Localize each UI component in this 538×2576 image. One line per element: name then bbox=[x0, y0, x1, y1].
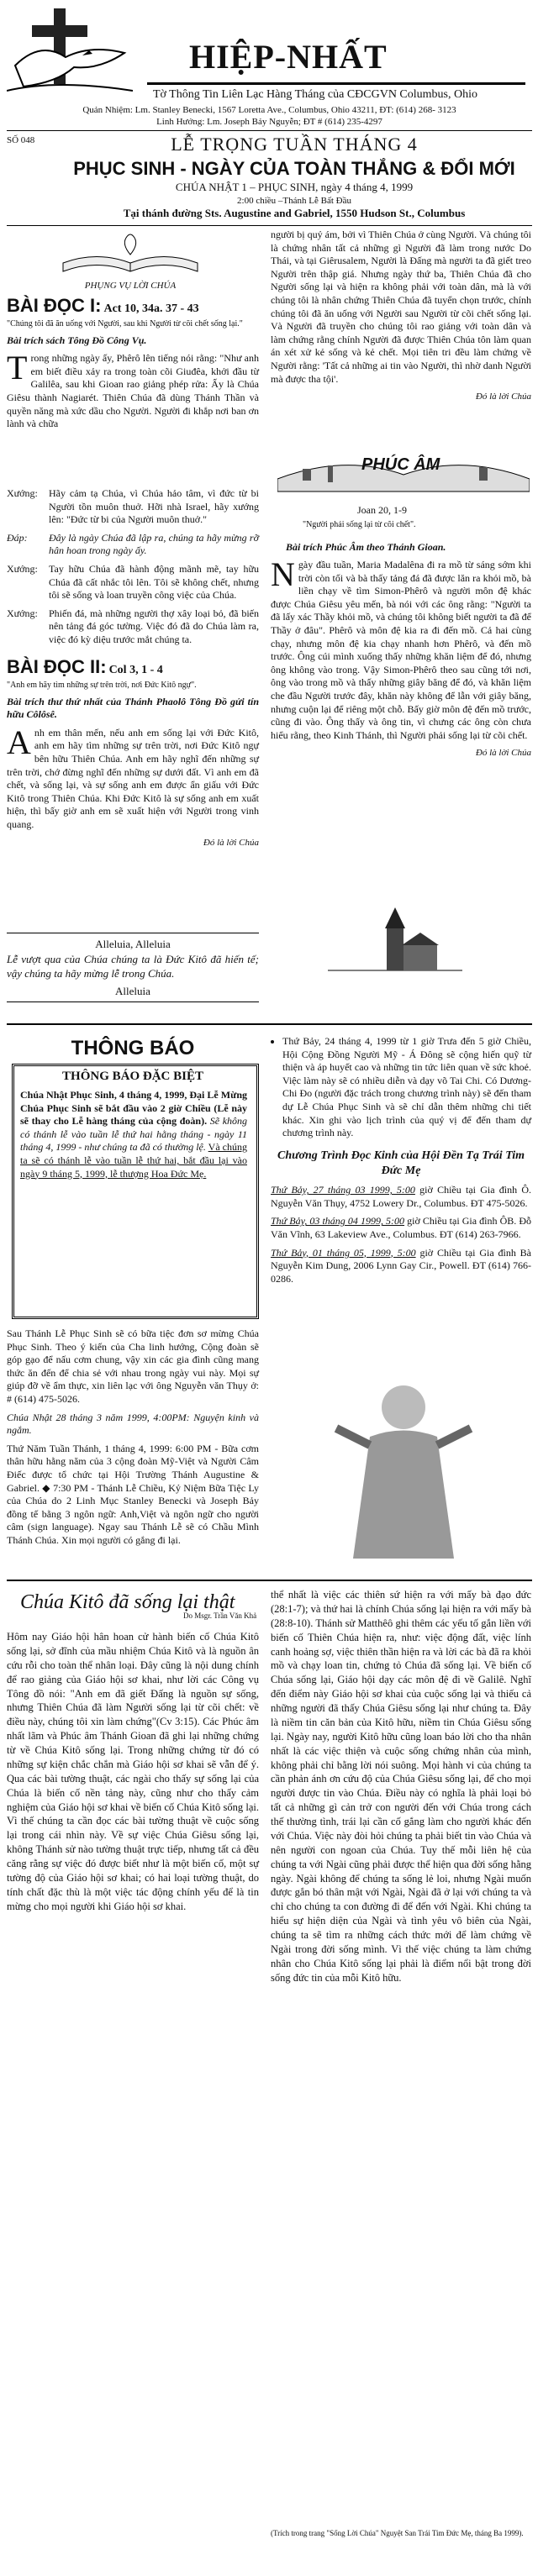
psalm-label: Đáp: bbox=[7, 531, 28, 544]
reading1-continued bbox=[271, 229, 531, 402]
rosary-item bbox=[271, 1184, 531, 1210]
masthead bbox=[0, 0, 538, 151]
notice-p3: Thứ Năm Tuần Thánh, 1 tháng 4, 1999: 6:00 PM - Bữa cơm thân hữu hằng năm của 3 cộng đoàn Mỹ-Việt và Người Câm Điếc được tổ chức tại Hội Trường Thánh Augustine & Gabriel. ◆ 7:30 PM - Thánh Lễ Chiều, Kỷ Niệm Bữa Tiệc Ly của Chúa do 2 Linh Mục Stanley Benecki và Joseph Bảy đồng tế bằng 3 ngôn ngữ: Anh,Việt và ngôn ngữ cho người câm (sign language). Ngay sau Thánh Lễ sẽ có Chầu Mình Thánh Chúa. Xin mọi người có gắng đi lại. bbox=[7, 1442, 259, 1546]
reading1-body: rong những ngày ấy, Phêrô lên tiếng nói rằng: "Như anh em biết điều xảy ra trong toàn cõi Giuđêa, khởi đầu từ Galilêa, sau khi Gioan rao giảng phép rửa: Ấy là Chúa Giêsu thành Nagiarét. Thiên Chúa đã dùng Thánh Thần và quyền năng mà xức dầu cho Người. Người đi khắp nơi ban ơn lành và chữa bbox=[7, 352, 259, 430]
psalm-text: Đây là ngày Chúa đã lập ra, chúng ta hãy mừng rỡ hân hoan trong ngày ấy. bbox=[49, 531, 259, 557]
reading1-cont-text: người bị quỷ ám, bởi vì Thiên Chúa ở cùng Người. Và chúng tôi là chứng nhân tất cả những gì Người đã làm trong nước Do Thái, và tại Giêrusalem, Người là Đấng mà người ta đã giết treo Người trên thập giá. Nhưng ngày thứ ba, Thiên Chúa đã cho Người sống lại và hiện ra không phải với toàn dân, mà là với chúng tôi là nhân chứng Thiên Chúa đã tuyển chọn trước, chính chúng tôi đã ăn uống với Người sau Người từ cõi chết sống lại. Và Người đã truyền cho chúng tôi rao giảng với toàn dân và làm chứng rằng chính Người đã được Thiên Chúa tôn làm quan án xét xử kẻ sống và kẻ chết. Mọi tiên tri đều làm chứng về Người rằng: 'Tất cả những ai tin vào Người, thì nhờ danh Người mà được tha tội'. bbox=[271, 229, 531, 385]
rosary-text: giờ Chiều tại Gia đình ÔB. Đỗ Văn Vĩnh, 63 Lakeview Ave., Columbus. ĐT (614) 263-7966. bbox=[271, 1215, 532, 1240]
reading1-title: BÀI ĐỌC I: bbox=[7, 295, 102, 316]
masthead-subtitle: Tờ Thông Tin Liên Lạc Hàng Tháng của CĐCGVN Columbus, Ohio bbox=[152, 88, 478, 101]
rosary-text: giờ Chiều tại Gia đình Ô. Nguyễn Văn Thụy, 4752 Lowery Dr., Columbus. ĐT 475-5026. bbox=[271, 1184, 531, 1209]
divider bbox=[7, 1001, 259, 1002]
psalm-label: Xướng: bbox=[7, 607, 38, 619]
open-book-icon bbox=[46, 229, 214, 280]
special-notice-italic: Sẽ không có thánh lễ vào tuần lễ thứ hai hằng tháng - ngày 11 tháng 4, 1999 - như chúng ta đã có thường lệ. bbox=[20, 1115, 248, 1154]
psalm-label: Xướng: bbox=[7, 562, 38, 575]
rosary-text: giờ Chiều tại Gia đình Bà Nguyễn Kim Dung, 2006 Lynn Gay Cir., Powell. ĐT (614) 766-0286. bbox=[271, 1246, 531, 1285]
notices-right bbox=[271, 1035, 531, 1291]
gospel-signature: Đó là lời Chúa bbox=[475, 748, 531, 759]
reading1-ref: Act 10, 34a. 37 - 43 bbox=[103, 302, 199, 315]
psalm-row bbox=[7, 563, 259, 602]
psalm-row bbox=[7, 532, 259, 558]
reading2-source: Bài trích thư thứ nhất của Thánh Phaolô Tông Đồ gửi tín hữu Côlôsê. bbox=[7, 695, 259, 721]
mass-line: 2:00 chiều –Thánh Lễ Bất Đầu bbox=[237, 196, 351, 207]
divider bbox=[7, 1023, 532, 1025]
notice-p2: Chúa Nhật 28 tháng 3 năm 1999, 4:00PM: Nguyện kinh và ngắm. bbox=[7, 1411, 259, 1437]
divider bbox=[7, 1580, 532, 1581]
notices-title: THÔNG BÁO bbox=[71, 1037, 195, 1059]
brand-title: HIỆP-NHẤT bbox=[189, 38, 388, 76]
special-notice bbox=[20, 1089, 247, 1180]
psalm bbox=[7, 487, 259, 652]
psalm-label: Xướng: bbox=[7, 487, 38, 499]
feast-title: LỄ TRỌNG TUẦN THÁNG 4 bbox=[171, 134, 418, 155]
risen-christ-image bbox=[328, 1378, 479, 1563]
psalm-text: Hãy cảm tạ Chúa, vì Chúa hảo tâm, vì đức từ bi Người tồn muôn thuở. Hỡi nhà Israel, hãy xướng lên: "Đức từ bi của Người muôn thuở." bbox=[49, 487, 259, 526]
church-image bbox=[328, 903, 462, 979]
alleluia-bottom: Alleluia bbox=[115, 985, 150, 997]
reading2-quote: "Anh em hãy tìm những sự trên trời, nơi Đức Kitô ngự". bbox=[7, 680, 197, 690]
special-notice-underline: Và chúng ta sẽ có thánh lễ vào tuần lễ thứ hai, bắt đầu lại vào ngày 9 tháng 5, 1999, lễ thượng Hoa Đức Mẹ. bbox=[20, 1141, 247, 1180]
article-footnote: (Trích trong trang "Sống Lời Chúa" Nguyệt San Trái Tim Đức Mẹ, tháng Ba 1999). bbox=[271, 2529, 524, 2537]
rosary-date: Thứ Bảy, 27 tháng 03 1999, 5:00 bbox=[271, 1184, 415, 1196]
place-line: Tại thánh đường Sts. Augustine and Gabriel, 1550 Hudson St., Columbus bbox=[123, 207, 466, 220]
divider bbox=[7, 130, 532, 131]
gospel-source: Bài trích Phúc Âm theo Thánh Gioan. bbox=[286, 541, 446, 553]
gospel-dropcap: N bbox=[271, 555, 295, 593]
gospel-ref: Joan 20, 1-9 bbox=[357, 504, 407, 516]
article-title: Chúa Kitô đã sống lại thật bbox=[20, 1591, 235, 1613]
gospel-banner: PHÚC ÂM bbox=[361, 455, 440, 474]
reading2-body: nh em thân mến, nếu anh em sống lại với Đức Kitô, anh em hãy tìm những sự trên trời, nơi Đức Kitô ngự bên hữu Thiên Chúa. Anh em hãy nghĩ đến những sự trên trời, chớ đừng nghĩ đến những sự dưới đất. Vì anh em đã chết, và sống lại, và sự sống anh em được ẩn giấu với Đức Kitô trong Thiên Chúa. Khi Đức Kitô là sự sống anh em xuất hiện, thì bấy giờ anh em sẽ xuất hiện với Người trong vinh quang. bbox=[7, 726, 259, 830]
feast-subtitle: PHỤC SINH - NGÀY CỦA TOÀN THẮNG & ĐỔI MỚI bbox=[73, 157, 515, 179]
liturgy-banner: PHỤNG VỤ LỜI CHÚA bbox=[84, 281, 177, 291]
article-author: Do Msgr. Trần Văn Khả bbox=[183, 1611, 257, 1620]
reading2-signature: Đó là lời Chúa bbox=[203, 837, 259, 848]
reading1-signature: Đó là lời Chúa bbox=[475, 392, 531, 402]
alleluia-verse: Lễ vượt qua của Chúa chúng ta là Đức Kitô đã hiến tế; vậy chúng ta hãy mừng lễ trong Chúa. bbox=[7, 953, 259, 980]
special-notice-body: Chúa Nhật Phục Sinh, 4 tháng 4, 1999, Đại Lễ Mừng Chúa Phục Sinh sẽ bắt đầu vào 2 giờ Chiều (Lễ này sẽ thay cho Lễ hàng tháng của cộng đoàn). bbox=[20, 1089, 247, 1128]
reading2-title: BÀI ĐỌC II: bbox=[7, 656, 107, 677]
reading2-dropcap: A bbox=[7, 723, 31, 761]
gospel bbox=[271, 555, 531, 760]
reading2-ref: Col 3, 1 - 4 bbox=[108, 664, 163, 676]
gospel-body: gày đầu tuần, Maria Madalêna đi ra mồ từ sáng sớm khi trời còn tối và bà thấy tảng đá đã được lăn ra khỏi mồ, bà liền chạy về tìm Simon-Phêrô và người môn đệ khác được Chúa Giêsu yêu mến, bà nói với các ông rằng: "Người ta đã lấy xác Thầy khỏi mồ, và chúng tôi không biết người ta đã để Thầy ở đâu". Phêrô và môn đệ kia ra đi đến mồ. Cả hai cùng chạy, nhưng môn đệ kia chạy nhanh hơn Phêrô, và đến mồ trước. Ông cúi mình xuống thấy những khăn liệm để đó, nhưng ông không vào trong. Vậy Simon-Phêrô theo sau cũng tới nơi, ông vào trong mồ và thấy những giây băng để đó, và khăn liệm che đầu Người trước đây, khăn này không để lẫn với giây băng, nhưng cuộn lại để riêng một chỗ. Bấy giờ môn đệ đến mồ trước, cũng đi vào. Ông thấy và ông tin, vì chưng các ông còn chưa hiểu rằng, theo Kinh Thánh, thì Người phải sống lại từ cõi chết. bbox=[271, 559, 531, 741]
rosary-item bbox=[271, 1215, 531, 1241]
rosary-date: Thứ Bảy, 03 tháng 04 1999, 5:00 bbox=[271, 1215, 405, 1228]
reading1 bbox=[7, 294, 259, 436]
notice-p1: Sau Thánh Lễ Phục Sinh sẽ có bữa tiệc đơn sơ mừng Chúa Phục Sinh. Theo ý kiến của Cha linh hướng, Cộng đoàn sẽ góp gạo để nấu cơm chung, vậy xin các gia đình cũng mang thức ăn đến để chia sẻ với nhau trong ngày vui này. Mọi sự giúp đỡ về ẩm thực, xin liên lạc với ông Nguyễn văn Thụy ở: # (614) 475-5026. bbox=[7, 1327, 259, 1405]
psalm-text: Phiến đá, mà những người thợ xây loại bỏ, đã biến nên tảng đá góc tường. Việc đó đã do Chúa làm ra, việc đó kỳ diệu trước mắt chúng ta. bbox=[49, 607, 259, 645]
rosary-item bbox=[271, 1247, 531, 1286]
psalm-row bbox=[7, 607, 259, 647]
date-line: CHÚA NHẬT 1 – PHỤC SINH, ngày 4 tháng 4, 1999 bbox=[175, 181, 414, 194]
issue-number: SỐ 048 bbox=[7, 135, 35, 145]
reading1-quote: "Chúng tôi đã ăn uống với Người, sau khi Người từ cõi chết sống lại." bbox=[7, 318, 243, 329]
feast-header bbox=[59, 133, 530, 221]
notices-body bbox=[7, 1327, 259, 1553]
masthead-rule bbox=[147, 82, 525, 85]
cross-dove-logo bbox=[7, 7, 133, 99]
reading1-dropcap: T bbox=[7, 349, 28, 387]
special-notice-title: THÔNG BÁO ĐẶC BIỆT bbox=[62, 1070, 203, 1083]
reading2 bbox=[7, 655, 259, 849]
notice-p4: • Thứ Bảy, 24 tháng 4, 1999 từ 1 giờ Trưa đến 5 giờ Chiều, Hội Cộng Đồng Người Mỹ - Á Đông sẽ cộng hiến quỹ từ thiện và áp huyết cao và những tin tức liên quan về sức khoẻ. Việc làm này sẽ có nhiều diễn và dạy võ Tai Chi. Có Dương-Chi Đo (người đặc trách trong chương trình này) sẽ đến tham dự Lễ Chúa Phục Sinh và sẽ chỉ dẫn thêm những chi tiết khác. Xin ghi vào lịch trình của quý vị để đến tham dự chương trình này. bbox=[282, 1035, 531, 1140]
staff-line-2: Linh Hướng: Lm. Joseph Bảy Nguyễn; ĐT # (614) 235-4297 bbox=[156, 117, 382, 127]
reading1-source: Bài trích sách Tông Đồ Công Vụ. bbox=[7, 334, 147, 346]
gospel-quote: "Người phải sống lại từ cõi chết". bbox=[303, 520, 416, 529]
divider bbox=[7, 225, 532, 226]
article-col1: Hôm nay Giáo hội hân hoan cử hành biến cố Chúa Kitô sống lại, sở đĩnh của mầu nhiệm Chúa Kitô và là nguồn ân cứu rỗi cho toàn thể nhân loại. Đây cũng là nội dung chính để rao giảng của Giáo hội sơ khai, như lời các Công vụ Tông đồ nói: "Anh em đã giết Đấng là nguồn sự sống, nhưng Thiên Chúa đã làm Người sống lại từ cõi chết: về điều này, chúng tôi xin làm chứng"(Cv 3:15). Các Phúc âm nhất lãm và Phúc âm Thánh Gioan đã ghi lại những chứng từ về Chúa Kitô sống lại. Trong những chứng từ đó có những sự kiện chắc chắn mà Giáo hội sơ khai sẽ vẫn để ý. Qua các bài tường thuật, các ngài cho thấy sự sống lại của Chúa là biến cố nền tảng này, cũng như cho thấy cảm nghiệm của Giáo hội sơ khai về biến cố Chúa Kitô sống lại. Vì thế chúng ta cần đọc các bài tường thuật về cuộc sống lại trong cái nhìn này. Về sự việc Chúa Giêsu sống lại, không Thánh sử nào tường thuật trực tiếp, nhưng tất cả đều căng rằng sự việc đó được biết như là một biến cố, một sự tường độ của Giáo hội sơ khai; có hai loại tường thuật, do tính chất đặc thù là một việc tác động chính yếu để là tin mừng cho mọi người khi Giáo hội sơ khai. bbox=[7, 1631, 259, 1912]
rosary-date: Thứ Bảy, 01 tháng 05, 1999, 5:00 bbox=[271, 1246, 416, 1259]
article-col2: thể nhất là việc các thiên sứ hiện ra với mấy bà đạo đức (28:1-7); và thứ hai là chính Chúa sống lại hiện ra với mấy bà (28:8-10). Thánh sử Matthêô ghi thêm các yếu tố gắn liền với biến cố Thiên Chúa hiện ra, như: việc động đất, việc lính canh hoảng sợ, việc thiên thần hiện ra và lời các bà đã ra khỏi mồ và chạy loan tin, chứng tỏ Chúa đã sống lại. Về biến cố Chúa sống lại, Giáo hội dạy các môn đệ đi về Galilê. Nghĩ đến điểm này Giáo hội sơ khai của cuộc sống lại và thiếu cả những người đã thấy Chúa Giêsu sống lại như chúng ta. Đây là niềm tin căn bản của Kitô hữu, niềm tin Chúa Giêsu sống lại. Ngày nay, người Kitô hữu cũng loan báo lời cho tha nhân nhất là các việc thiện và cuộc sống chứng nhân của mình, không phải chỉ bằng lời nói suông. Mọi hành vi của chúng ta cần phản ánh ơn cứu độ của Chúa Giêsu sống lại, để cho mọi người được tin vào Chúa. Điều này có nghĩa là phải loại bỏ tất cả những gì cản trở con người đến với Chúa trong cách thế thường tình, trái lại cần cố gắng làm cho người khác đến với Chúa. Việc này đòi hỏi chúng ta phải biết tin vào Chúa và nên người con ngoan của Chúa. Tuy thế mỗi liên hệ của chúng ta với Ngài cũng phải được thể hiện qua đời sống hằng ngày. Ngài không để chúng ta sống lẻ loi, nhưng Ngài muốn được gắn bó thân mật với Ngài, Ngài đã ở lại với chúng ta và chỉ cho chúng ta con đường đi để đến với Ngài. Khi chúng ta hiểu sự hiện diện của Ngài và tình yêu vô biên của Ngài, chúng ta sẽ tìm ra những cách thức mới để làm chứng về Ngài trong đời sống mình. Vì thế việc chúng ta làm chứng nhân cho Chúa Kitô sống lại phải là điểm nổi bật trong đời sống đức tin của mỗi Kitô hữu. bbox=[271, 1589, 531, 1984]
psalm-row bbox=[7, 487, 259, 527]
rosary-title: Chương Trình Đọc Kinh của Hội Đền Tạ Trái Tim Đức Mẹ bbox=[277, 1149, 525, 1177]
psalm-text: Tay hữu Chúa đã hành động mãnh mẽ, tay hữu Chúa đã cất nhắc tôi lên. Tôi sẽ không chết, nhưng tôi sẽ sống và loan truyền công việc của Chúa. bbox=[49, 562, 259, 602]
alleluia-top: Alleluia, Alleluia bbox=[95, 938, 171, 950]
staff-line-1: Quản Nhiệm: Lm. Stanley Benecki, 1567 Loretta Ave., Columbus, Ohio 43211, ĐT: (614) 268- 3123 bbox=[82, 105, 456, 115]
